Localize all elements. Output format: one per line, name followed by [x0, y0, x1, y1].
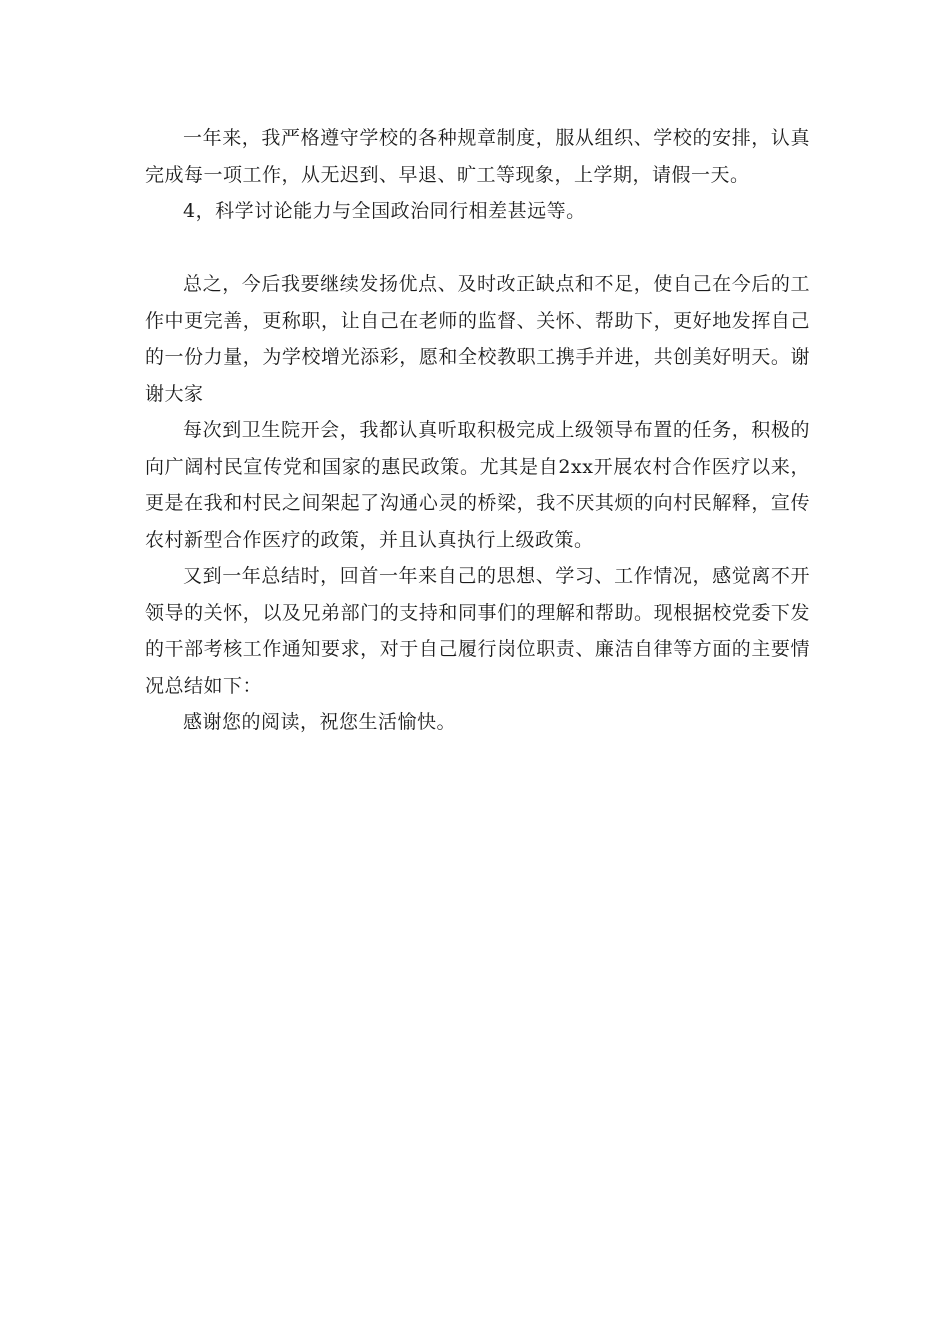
document-body [145, 120, 810, 741]
blank-line [145, 230, 810, 267]
paragraph-year-summary: 又到一年总结时，回首一年来自己的思想、学习、工作情况，感觉离不开领导的关怀，以及兄弟部门的支持和同事们的理解和帮助。现根据校党委下发的干部考核工作通知要求，对于自己履行岗位职责、廉洁自律等方面的主要情况总结如下： [145, 565, 810, 697]
paragraph-research-ability: 4，科学讨论能力与全国政治同行相差甚远等。 [183, 200, 586, 222]
paragraph-thanks: 感谢您的阅读，祝您生活愉快。 [183, 711, 457, 733]
paragraph-attendance: 一年来，我严格遵守学校的各种规章制度，服从组织、学校的安排，认真完成每一项工作，从无迟到、早退、旷工等现象，上学期，请假一天。 [145, 127, 810, 186]
paragraph-health-center: 每次到卫生院开会，我都认真听取积极完成上级领导布置的任务，积极的向广阔村民宣传党和国家的惠民政策。尤其是自2xx开展农村合作医疗以来，更是在我和村民之间架起了沟通心灵的桥梁，我不厌其烦的向村民解释，宣传农村新型合作医疗的政策，并且认真执行上级政策。 [145, 419, 810, 551]
paragraph-conclusion: 总之，今后我要继续发扬优点、及时改正缺点和不足，使自己在今后的工作中更完善，更称职，让自己在老师的监督、关怀、帮助下，更好地发挥自己的一份力量，为学校增光添彩，愿和全校教职工携手并进，共创美好明天。谢谢大家 [145, 273, 810, 405]
